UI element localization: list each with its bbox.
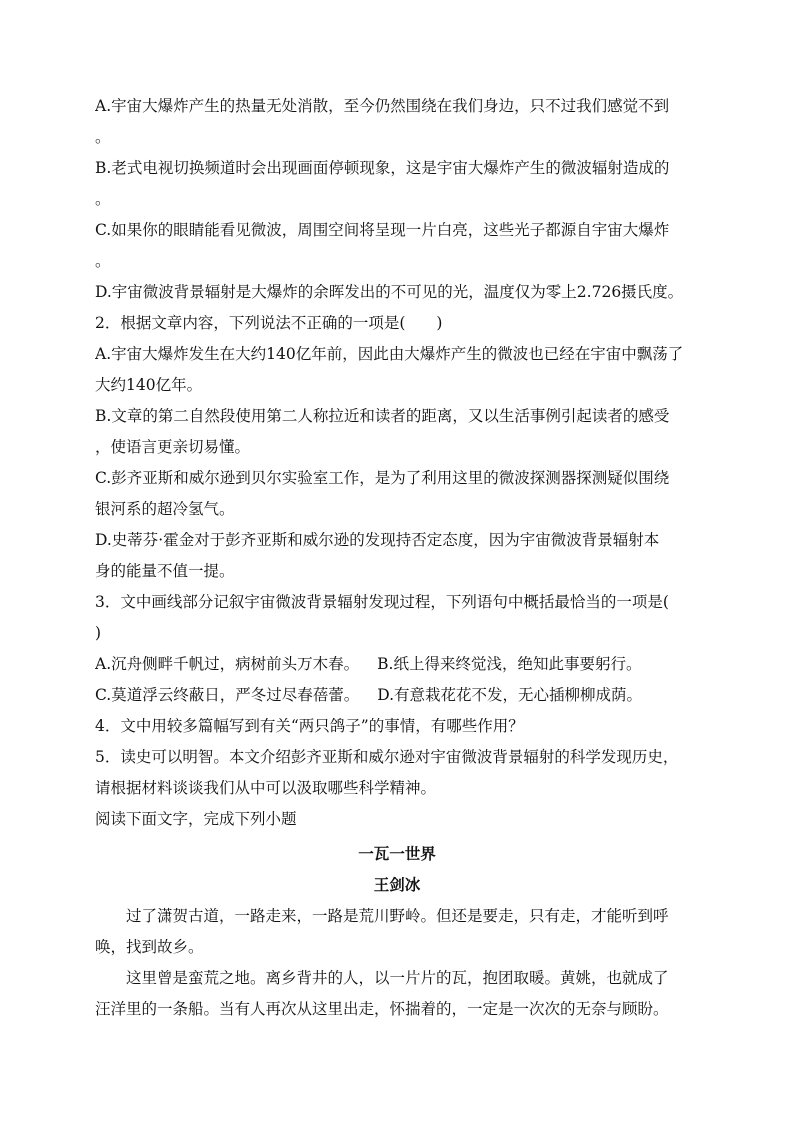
reading-instruction: 阅读下面文字，完成下列小题 xyxy=(95,810,297,828)
article-paragraph-1: 过了潇贺古道，一路走来，一路是荒川野岭。但还是要走，只有走，才能听到呼 xyxy=(126,907,669,925)
option-d-q2-continued: 身的能量不值一提。 xyxy=(95,562,235,580)
article-paragraph-1-continued: 唤，找到故乡。 xyxy=(95,938,204,956)
option-a-q3: A.沉舟侧畔千帆过，病树前头万木春。 xyxy=(95,655,360,673)
question-3-continued: ) xyxy=(95,624,102,642)
question-3: 3．文中画线部分记叙宇宙微波背景辐射发现过程，下列语句中概括最恰当的一项是( xyxy=(95,593,669,611)
option-d-q2: D.史蒂芬·霍金对于彭齐亚斯和威尔逊的发现持否定态度，因为宇宙微波背景辐射本 xyxy=(95,531,660,549)
option-c-q1-continued: 。 xyxy=(95,252,111,270)
option-a-q2-continued: 大约140亿年。 xyxy=(95,376,203,394)
option-a-q1-continued: 。 xyxy=(95,128,111,146)
option-b-q3: B.纸上得来终觉浅，绝知此事要躬行。 xyxy=(377,655,642,673)
question-5-continued: 请根据材料谈谈我们从中可以汲取哪些科学精神。 xyxy=(95,779,437,797)
option-b-q1-continued: 。 xyxy=(95,190,111,208)
question-2: 2．根据文章内容，下列说法不正确的一项是( ) xyxy=(95,314,443,332)
options-row-ab xyxy=(95,653,705,675)
option-b-q2: B.文章的第二自然段使用第二人称拉近和读者的距离，又以生活事例引起读者的感受 xyxy=(95,407,670,425)
options-row-cd xyxy=(95,684,705,706)
option-c-q1: C.如果你的眼睛能看见微波，周围空间将呈现一片白亮，这些光子都源自宇宙大爆炸 xyxy=(95,221,670,239)
option-c-q2-continued: 银河系的超冷氢气。 xyxy=(95,500,235,518)
article-paragraph-2: 这里曾是蛮荒之地。离乡背井的人，以一片片的瓦，抱团取暖。黄姚，也就成了 xyxy=(126,969,669,987)
article-paragraph-2-continued: 汪洋里的一条船。当有人再次从这里出走，怀揣着的，一定是一次次的无奈与顾盼。 xyxy=(95,1000,669,1018)
option-b-q2-continued: ，使语言更亲切易懂。 xyxy=(95,438,251,456)
article-author: 王剑冰 xyxy=(373,875,421,894)
option-c-q2: C.彭齐亚斯和威尔逊到贝尔实验室工作，是为了利用这里的微波探测器探测疑似围绕 xyxy=(95,469,670,487)
question-5: 5．读史可以明智。本文介绍彭齐亚斯和威尔逊对宇宙微波背景辐射的科学发现历史， xyxy=(95,748,679,766)
option-d-q1: D.宇宙微波背景辐射是大爆炸的余晖发出的不可见的光，温度仅为零上2.726摄氏度。 xyxy=(95,283,684,301)
option-a-q2: A.宇宙大爆炸发生在大约140亿年前，因此由大爆炸产生的微波也已经在宇宙中飘荡了 xyxy=(95,345,684,363)
option-b-q1: B.老式电视切换频道时会出现画面停顿现象，这是宇宙大爆炸产生的微波辐射造成的 xyxy=(95,159,670,177)
option-d-q3: D.有意栽花花不发，无心插柳柳成荫。 xyxy=(377,686,643,704)
article-title: 一瓦一世界 xyxy=(358,844,436,863)
option-a-q1: A.宇宙大爆炸产生的热量无处消散，至今仍然围绕在我们身边，只不过我们感觉不到 xyxy=(95,97,670,115)
option-c-q3: C.莫道浮云终蔽日，严冬过尽春蓓蕾。 xyxy=(95,686,360,704)
question-4: 4．文中用较多篇幅写到有关“两只鸽子”的事情，有哪些作用？ xyxy=(95,717,524,735)
